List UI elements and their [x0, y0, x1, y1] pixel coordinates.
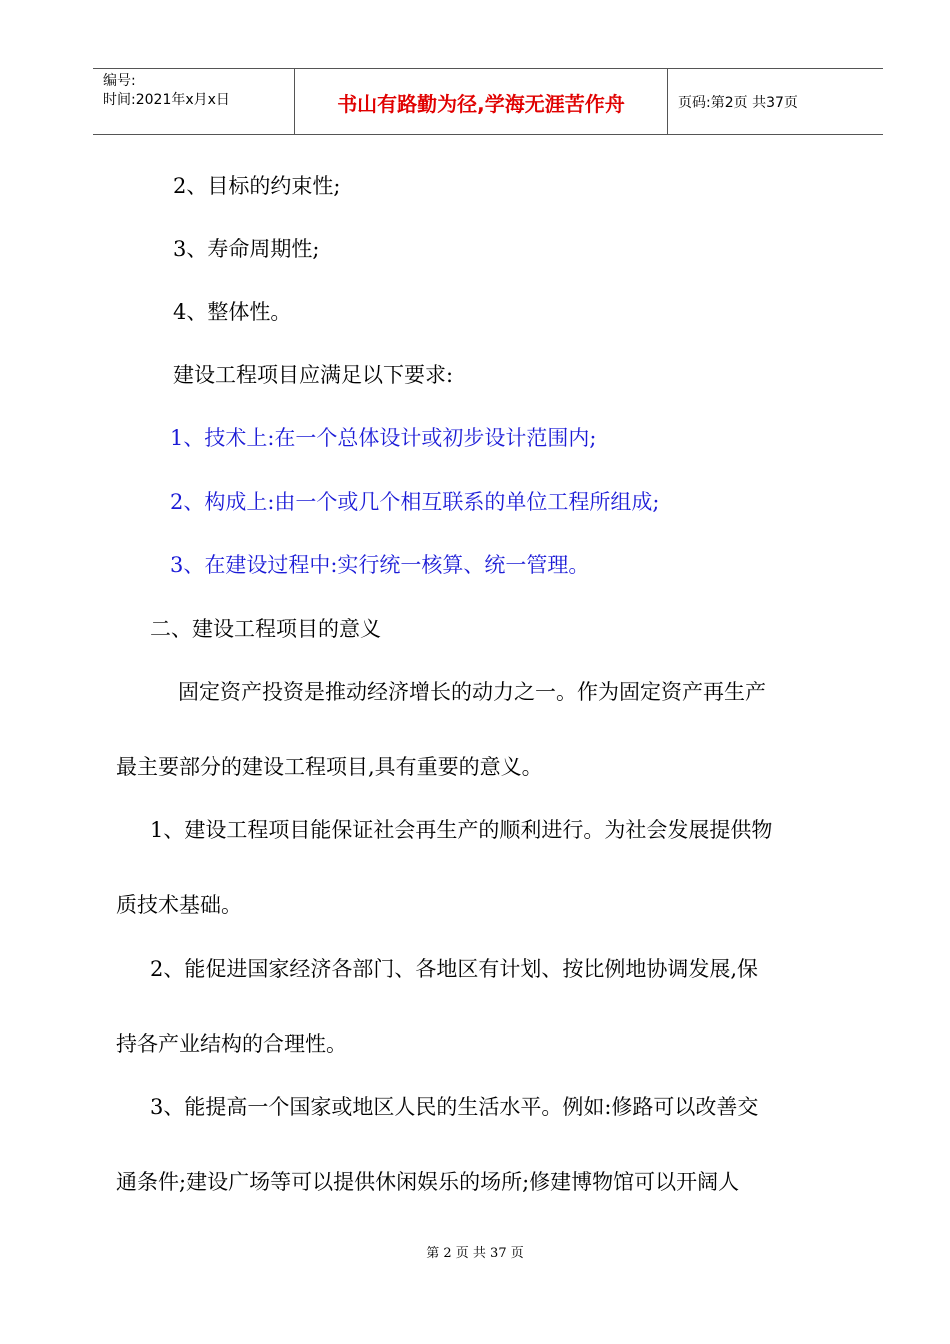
paragraph-line: 最主要部分的建设工程项目,具有重要的意义。 [116, 755, 543, 779]
paragraph-line: 2、能促进国家经济各部门、各地区有计划、按比例地协调发展,保 [150, 957, 759, 981]
header-motto-cell [294, 69, 668, 134]
section-heading: 二、建设工程项目的意义 [150, 617, 381, 641]
requirement-item: 3、在建设过程中:实行统一核算、统一管理。 [170, 553, 590, 577]
list-item: 3、寿命周期性; [173, 237, 320, 261]
paragraph-line: 通条件;建设广场等可以提供休闲娱乐的场所;修建博物馆可以开阔人 [116, 1170, 740, 1194]
paragraph-line: 持各产业结构的合理性。 [116, 1032, 347, 1056]
paragraph-line: 3、能提高一个国家或地区人民的生活水平。例如:修路可以改善交 [150, 1095, 759, 1119]
paragraph-line: 1、建设工程项目能保证社会再生产的顺利进行。为社会发展提供物 [150, 818, 773, 842]
page-info: 页码:第2页 共37页 [678, 95, 798, 111]
paragraph-line: 建设工程项目应满足以下要求: [173, 363, 454, 387]
paragraph-line: 质技术基础。 [116, 893, 242, 917]
header-meta-cell [93, 69, 294, 134]
list-item: 2、目标的约束性; [173, 174, 341, 198]
requirement-item: 1、技术上:在一个总体设计或初步设计范围内; [170, 426, 597, 450]
number-label: 编号: [103, 73, 136, 89]
requirement-item: 2、构成上:由一个或几个相互联系的单位工程所组成; [170, 490, 660, 514]
paragraph-line: 固定资产投资是推动经济增长的动力之一。作为固定资产再生产 [178, 680, 766, 704]
page-header [93, 68, 883, 135]
header-page-cell [668, 69, 883, 134]
list-item: 4、整体性。 [173, 300, 292, 324]
page-footer: 第 2 页 共 37 页 [426, 1246, 524, 1261]
motto-text: 书山有路勤为径,学海无涯苦作舟 [337, 92, 625, 116]
time-label: 时间:2021年x月x日 [103, 92, 230, 108]
